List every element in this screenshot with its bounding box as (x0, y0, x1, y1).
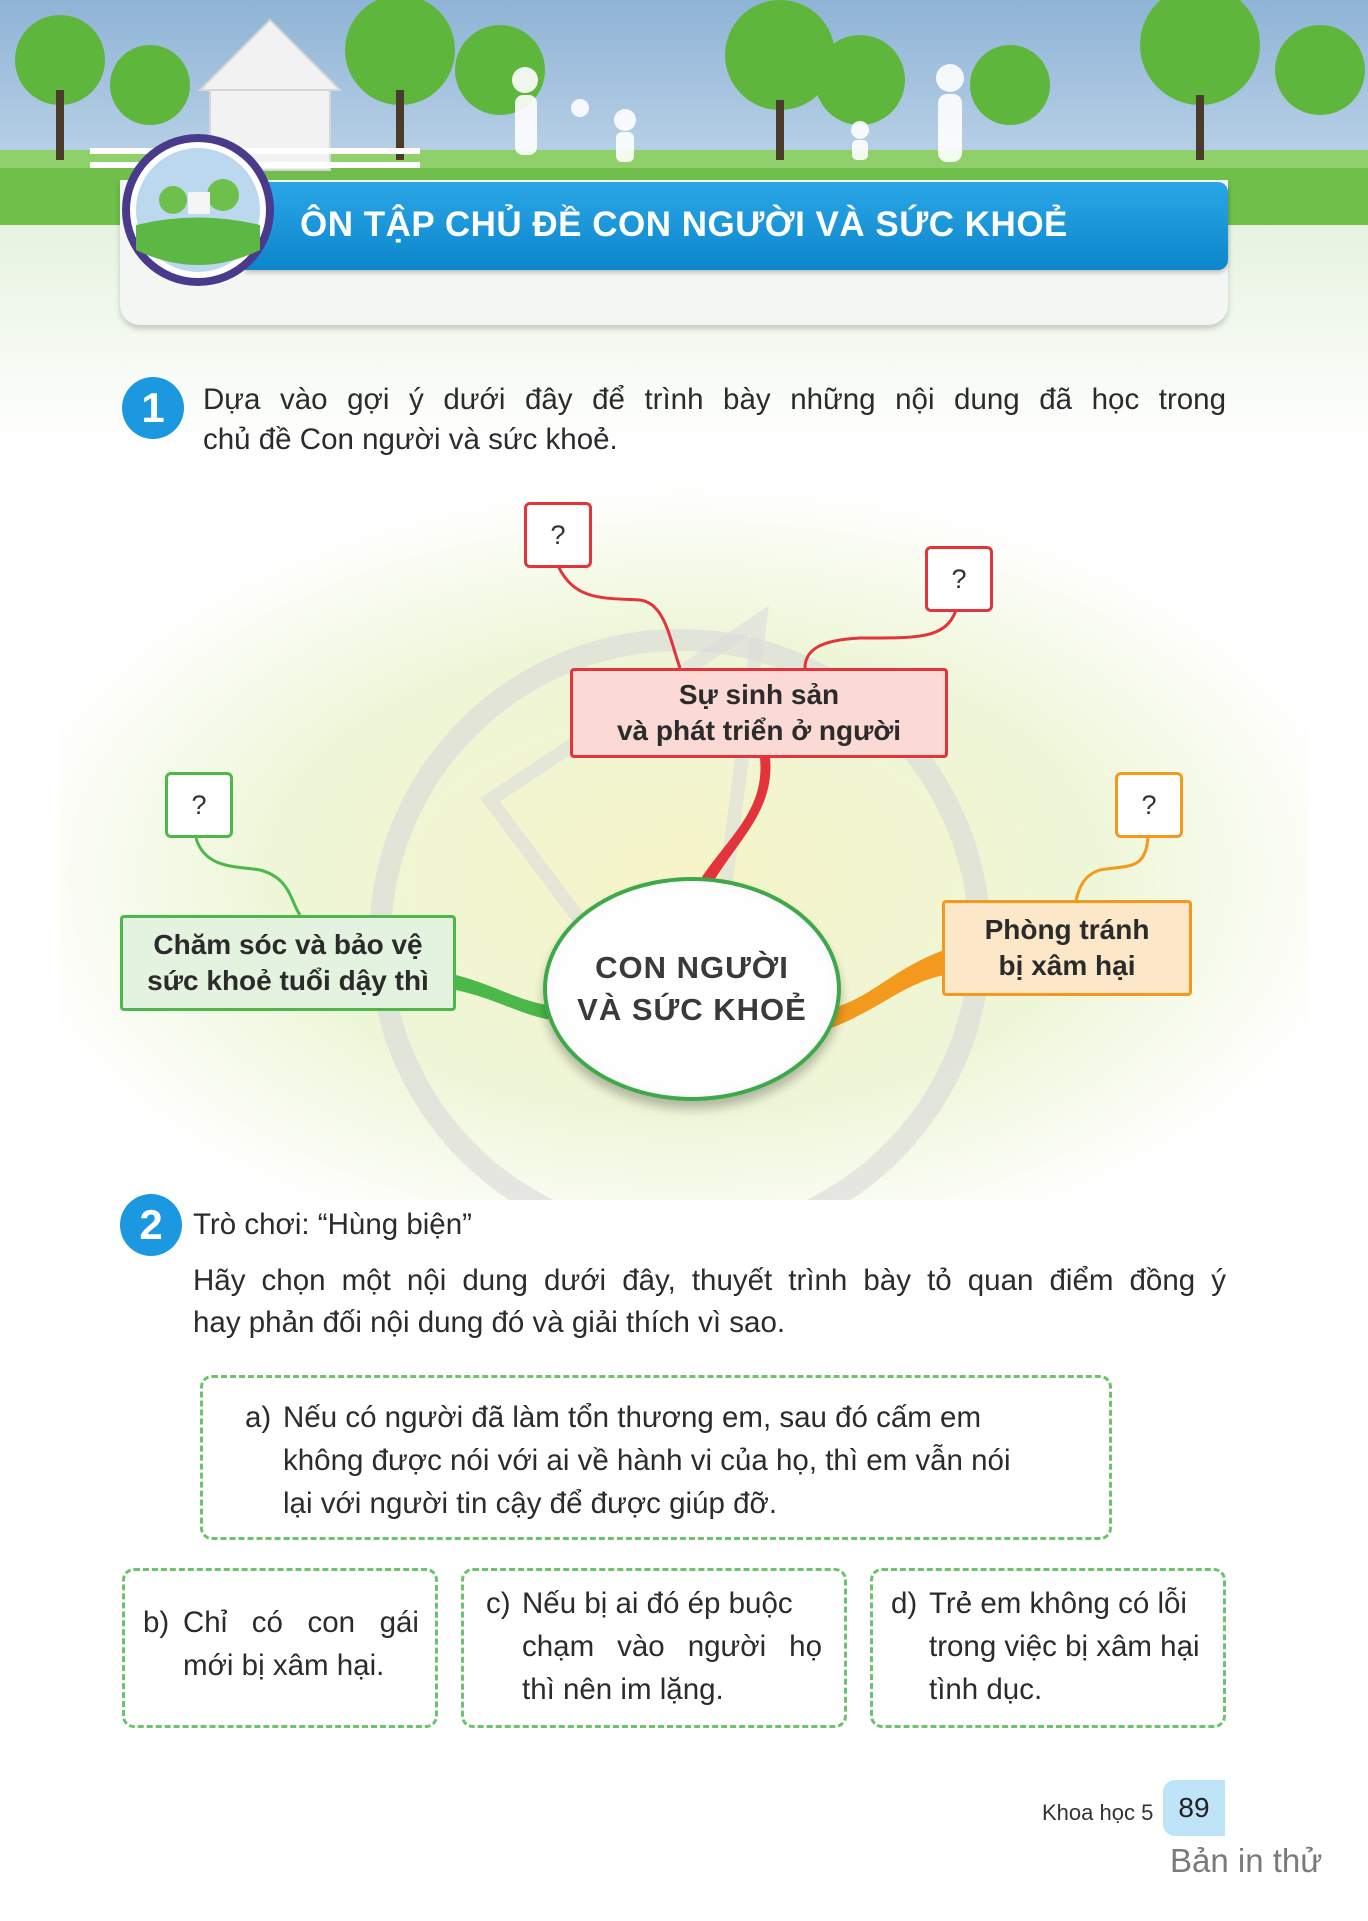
placeholder-box-top-left: ? (524, 502, 592, 568)
option-b-line-1: Chỉ có con gái (183, 1606, 419, 1639)
option-d-line-3: tình dục. (929, 1673, 1043, 1706)
exercise-2-heading: Trò chơi: “Hùng biện” (193, 1208, 472, 1241)
option-d-box (870, 1568, 1226, 1728)
node-center-topic (543, 877, 841, 1101)
option-b-label: b) (143, 1606, 170, 1639)
exercise-2-line-2: hay phản đối nội dung đó và giải thích vì sao. (193, 1306, 786, 1339)
center-topic-line-2: VÀ SỨC KHOẺ (577, 992, 807, 1027)
option-a-line-1: Nếu có người đã làm tổn thương em, sau đó cấm em (283, 1401, 982, 1434)
exercise-1-line-2: chủ đề Con người và sức khoẻ. (203, 423, 618, 456)
exercise-2-line-1: Hãy chọn một nội dung dưới đây, thuyết trình bày tỏ quan điểm đồng ý (193, 1264, 1226, 1297)
node-reproduction-line-2: và phát triển ở người (616, 715, 902, 746)
option-c-label: c) (486, 1587, 511, 1620)
exercise-1-line-1: Dựa vào gợi ý dưới đây để trình bày những nội dung đã học trong (203, 383, 1226, 416)
node-reproduction-line-1: Sự sinh sản (678, 679, 840, 710)
option-a-box (200, 1375, 1112, 1540)
page-number: 89 (1163, 1780, 1225, 1836)
exercise-2-number: 2 (120, 1194, 182, 1256)
node-reproduction (570, 668, 948, 758)
option-b-box (122, 1568, 438, 1728)
option-c-line-3: thì nên im lặng. (522, 1673, 724, 1706)
placeholder-box-right: ? (1115, 772, 1183, 838)
center-topic-line-1: CON NGƯỜI (595, 950, 789, 985)
option-c-line-1: Nếu bị ai đó ép buộc (522, 1587, 793, 1620)
option-a-line-3: lại với người tin cậy để được giúp đỡ. (283, 1487, 778, 1520)
lesson-badge-icon (118, 130, 278, 290)
placeholder-box-top-right: ? (925, 546, 993, 612)
option-d-line-2: trong việc bị xâm hại (929, 1630, 1200, 1663)
placeholder-box-left: ? (165, 772, 233, 838)
preview-watermark: Bản in thử (1170, 1842, 1323, 1879)
node-puberty-health-line-1: Chăm sóc và bảo vệ (153, 929, 423, 960)
lesson-title: ÔN TẬP CHỦ ĐỀ CON NGƯỜI VÀ SỨC KHOẺ (300, 205, 1068, 244)
option-d-label: d) (891, 1587, 918, 1620)
exercise-1-number: 1 (122, 377, 184, 439)
node-abuse-prevention-line-2: bị xâm hại (998, 950, 1136, 981)
node-abuse-prevention-line-1: Phòng tránh (984, 914, 1150, 945)
book-title: Khoa học 5 (1042, 1800, 1154, 1825)
option-c-box (461, 1568, 847, 1728)
option-c-line-2: chạm vào người họ (522, 1630, 822, 1663)
option-b-line-2: mới bị xâm hại. (183, 1649, 385, 1682)
option-a-label: a) (245, 1401, 272, 1434)
node-abuse-prevention (942, 900, 1192, 996)
node-puberty-health-line-2: sức khoẻ tuổi dậy thì (147, 965, 429, 996)
node-puberty-health (120, 915, 456, 1011)
option-a-line-2: không được nói với ai về hành vi của họ, thì em vẫn nói (283, 1444, 1011, 1477)
option-d-line-1: Trẻ em không có lỗi (929, 1587, 1187, 1620)
